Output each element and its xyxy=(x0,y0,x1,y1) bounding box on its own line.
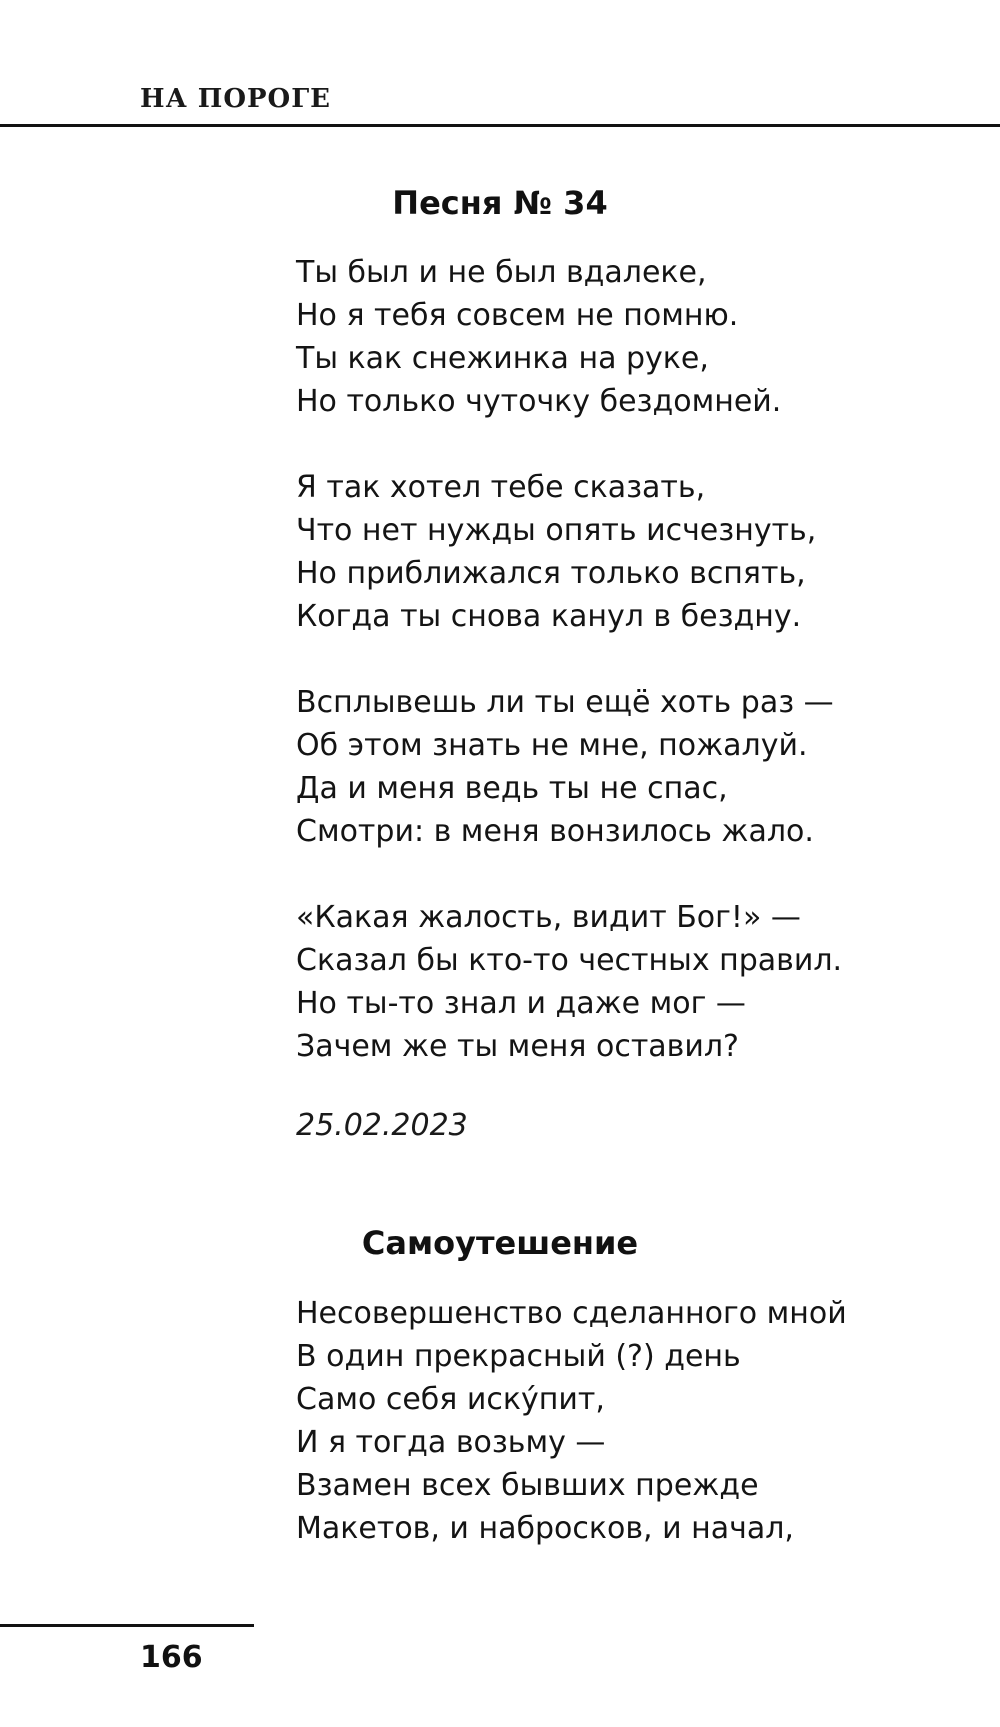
stanza xyxy=(296,896,842,1068)
poem-line: Об этом знать не мне, пожалуй. xyxy=(296,728,808,763)
poem-line: Макетов, и набросков, и начал, xyxy=(296,1511,794,1546)
poem-line: Несовершенство сделанного мной xyxy=(296,1296,847,1331)
poem-line: Ты как снежинка на руке, xyxy=(296,341,709,376)
poem-date: 25.02.2023 xyxy=(296,1108,468,1143)
running-header: НА ПОРОГЕ xyxy=(140,84,331,114)
poem-line: Когда ты снова канул в бездну. xyxy=(296,599,802,634)
poem-line: Взамен всех бывших прежде xyxy=(296,1468,759,1503)
poem-line: Я так хотел тебе сказать, xyxy=(296,470,706,505)
poem-line: Но приближался только вспять, xyxy=(296,556,806,591)
poem-line: «Какая жалость, видит Бог!» — xyxy=(296,900,801,935)
stanza xyxy=(296,466,842,638)
stanza xyxy=(296,681,842,853)
page-number: 166 xyxy=(140,1640,203,1675)
poem-body xyxy=(296,1292,847,1593)
poem-line: Но я тебя совсем не помню. xyxy=(296,298,739,333)
stanza xyxy=(296,1292,847,1550)
poem-line: Зачем же ты меня оставил? xyxy=(296,1029,739,1064)
poem-line: И я тогда возьму — xyxy=(296,1425,606,1460)
poem-line: Смотри: в меня вонзилось жало. xyxy=(296,814,814,849)
poem-line: Ты был и не был вдалеке, xyxy=(296,255,707,290)
poem-body xyxy=(296,251,842,1111)
poem-line: Сказал бы кто-то честных правил. xyxy=(296,943,843,978)
poem-title: Песня № 34 xyxy=(392,184,608,222)
poem-line: Но ты-то знал и даже мог — xyxy=(296,986,746,1021)
poem-line: Что нет нужды опять исчезнуть, xyxy=(296,513,817,548)
footer-rule xyxy=(0,1624,254,1627)
poem-line: Само себя искýпит, xyxy=(296,1382,605,1417)
poem-line: Да и меня ведь ты не спас, xyxy=(296,771,728,806)
poem-line: Но только чуточку бездомней. xyxy=(296,384,782,419)
poem-title: Самоутешение xyxy=(361,1224,639,1262)
stanza xyxy=(296,251,842,423)
poem-line: В один прекрасный (?) день xyxy=(296,1339,741,1374)
header-rule xyxy=(0,124,1000,127)
poem-line: Всплывешь ли ты ещё хоть раз — xyxy=(296,685,834,720)
